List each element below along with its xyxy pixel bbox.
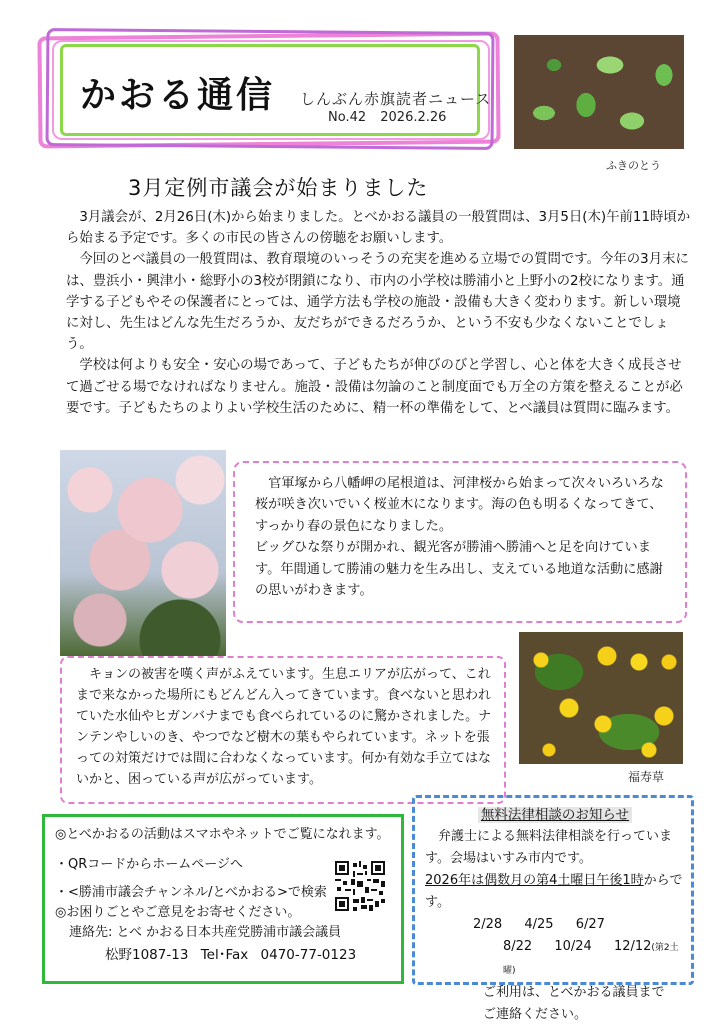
date-item: 12/12 <box>613 939 652 954</box>
sakura-paragraph-1: 官軍塚から八幡岬の尾根道は、河津桜から始まって次々いろいろな桜が咲き次いでいく桜並木になります。海の色も明るくなってきて、すっかり春の景色になりました。 <box>255 476 664 534</box>
info-line-2: ・QRコードからホームページへ <box>55 857 244 872</box>
info-line-3: ・<勝浦市議会チャンネル/とべかおる>で検索 <box>55 885 327 900</box>
info-line-1: ◎とべかおるの活動はスマホやネットでご覧になれます。 <box>55 827 390 842</box>
sakura-column <box>233 461 687 623</box>
qr-code[interactable] <box>335 861 385 911</box>
legal-title: 無料法律相談のお知らせ <box>425 804 685 826</box>
sakura-photo <box>60 450 226 656</box>
article-paragraph-3: 学校は何よりも安全・安心の場であって、子どもたちが伸びのびと学習し、心と体を大きく成長させて過ごせる場でなければなりません。施設・設備は勿論のこと制度面でも万全の方策を整えることが必要です。子どもたちのよりよい学校生活のために、精一杯の準備をして、とべ議員は質問に臨みます。 <box>66 358 683 416</box>
article-headline: 3月定例市議会が始まりました <box>128 176 429 200</box>
legal-consultation-notice <box>412 795 694 1022</box>
fukujusou-photo <box>519 632 683 764</box>
article-paragraph-1: 3月議会が、2月26日(木)から始まりました。とべかおる議員の一般質問は、3月5日(木)午前11時頃から始まる予定です。多くの市民の皆さんの傍聴をお願いします。 <box>66 210 691 247</box>
date-item: 10/24 <box>554 939 592 954</box>
legal-dates-row-2 <box>503 936 685 982</box>
kyon-paragraph: キョンの被害を嘆く声がふえています。生息エリアが広がって、これまで来なかった場所にもどんどん入ってきています。食べないと思われていた水仙やヒガンバナまでも食べられているのに驚かされました。ナンテンやしいのき、やつでなど樹木の葉もやられています。ネットを張っての対策だけでは間に合わなくなっています。何か有効な手立てはないかと、困っている声が広がっています。 <box>76 667 492 787</box>
contact-address-phone: 松野1087-13 Tel･Fax 0470-77-0123 <box>105 947 357 963</box>
legal-schedule <box>425 870 685 914</box>
legal-closing-1: ご利用は、とべかおる議員まで <box>483 985 665 1000</box>
date-item: 6/27 <box>575 917 605 932</box>
date-note: (第2土曜) <box>503 943 679 976</box>
info-line-4: ◎お困りごとやご意見をお寄せください。 <box>55 905 301 920</box>
date-item: 4/25 <box>524 917 554 932</box>
fukinotou-caption: ふきのとう <box>606 159 661 172</box>
article-paragraph-2: 今回のとべ議員の一般質問は、教育環境のいっそうの充実を進める立場での質問です。今年の3月末には、豊浜小・興津小・総野小の3校が閉鎖になり、市内の小学校は勝浦小と上野小の2校になります。通学する子どもやその保護者にとっては、通学方法も学校の施設・設備も大きく変わります。新しい環境に対し、先生はどんな先生だろうか、友だちができるだろうか、という不安も少なくないことでしょう。 <box>66 252 689 353</box>
contact-info-box <box>42 814 404 984</box>
kyon-column <box>60 656 506 804</box>
article-body <box>66 207 694 419</box>
legal-dates-row-1 <box>473 914 685 936</box>
legal-intro: 弁護士による無料法律相談を行っています。会場はいすみ市内です。 <box>425 829 673 866</box>
newsletter-subtitle: しんぶん赤旗読者ニュース <box>300 90 492 108</box>
date-item: 2/28 <box>473 917 503 932</box>
contact-name: 連絡先: とべ かおる日本共産党勝浦市議会議員 <box>69 925 342 940</box>
newsletter-title: かおる通信 <box>80 75 276 116</box>
legal-closing-2: ご連絡ください。 <box>483 1007 588 1022</box>
sakura-paragraph-2: ビッグひな祭りが開かれ、観光客が勝浦へ勝浦へと足を向けています。年間通して勝浦の魅力を生み出し、支えている地道な活動に感謝の思いがわきます。 <box>255 540 663 599</box>
issue-number-date: No.42 2026.2.26 <box>328 110 447 125</box>
masthead <box>38 30 502 148</box>
fukinotou-photo <box>514 35 684 149</box>
date-item: 8/22 <box>503 939 533 954</box>
legal-schedule-underlined: 2026年は偶数月の第4土曜日午後1時 <box>425 873 644 888</box>
legal-schedule-rest: からです。 <box>425 873 683 910</box>
fukujusou-caption: 福寿草 <box>628 770 665 784</box>
